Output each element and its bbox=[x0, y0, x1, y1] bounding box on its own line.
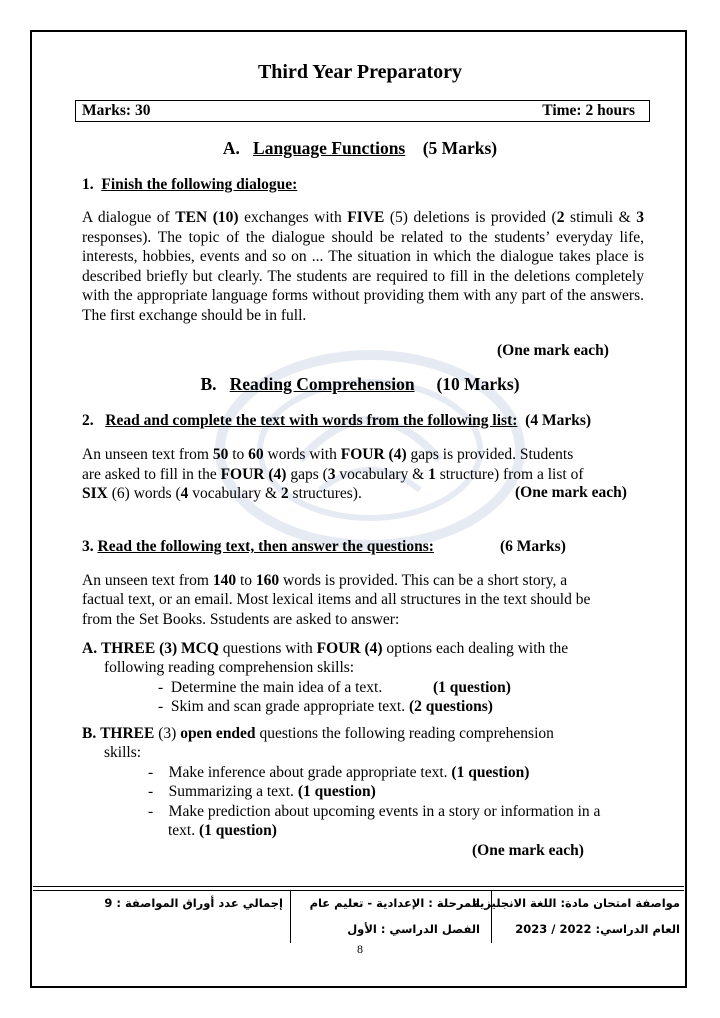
part-a-item: - Skim and scan grade appropriate text. (2 questions) bbox=[158, 698, 493, 715]
question-1-mark-note: (One mark each) bbox=[497, 342, 609, 359]
part-b-line-2: skills: bbox=[104, 744, 142, 761]
question-3-mark-note: (One mark each) bbox=[472, 842, 584, 859]
question-2-line-2: are asked to fill in the FOUR (4) gaps (3 vocabulary & 1 structure) from a list of bbox=[82, 466, 584, 483]
section-a-marks: (5 Marks) bbox=[422, 138, 498, 158]
question-1-number: 1. bbox=[82, 176, 94, 193]
part-b-item: - Make inference about grade appropriate text. (1 question) bbox=[148, 764, 530, 781]
footer-divider-left bbox=[290, 891, 291, 943]
page-title: Third Year Preparatory bbox=[257, 61, 463, 83]
question-1-title: Finish the following dialogue: bbox=[101, 176, 298, 193]
question-3-number: 3. bbox=[82, 538, 94, 555]
question-2-mark-note: (One mark each) bbox=[515, 484, 627, 501]
footer-spec: مواصفة امتحان مادة: اللغة الانجليزية bbox=[473, 896, 680, 910]
question-3-marks: (6 Marks) bbox=[500, 538, 566, 555]
total-marks: Marks: 30 bbox=[82, 102, 151, 119]
question-2-line-1: An unseen text from 50 to 60 words with FOUR (4) gaps is provided. Students bbox=[82, 446, 574, 463]
section-a-letter: A. bbox=[222, 138, 240, 158]
exam-time: Time: 2 hours bbox=[542, 102, 635, 119]
question-3-line-2: factual text, or an email. Most lexical items and all structures in the text should be bbox=[82, 591, 591, 608]
footer-year: العام الدراسي: 2022 / 2023 bbox=[515, 922, 680, 936]
section-b-letter: B. bbox=[200, 374, 217, 394]
question-2-line-3: SIX (6) words (4 vocabulary & 2 structures). bbox=[82, 485, 362, 502]
question-3-title: Read the following text, then answer the questions: bbox=[97, 538, 434, 555]
question-3-line-1: An unseen text from 140 to 160 words is provided. This can be a short story, a bbox=[82, 572, 568, 589]
question-1-description: A dialogue of TEN (10) exchanges with FIVE (5) deletions is provided (2 stimuli & 3 responses). The topic of the dialogue should be related to the students’ everyday life, interests, hobbies, events and so on ... The situation in which the dialogue takes place is described briefly but clearly. The students are required to fill in the deletions completely with the appropriate language forms without providing them with any part of the answers. The first exchange should be in full. bbox=[82, 209, 645, 324]
part-b-item: - Make prediction about upcoming events in a story or information in a bbox=[148, 803, 601, 820]
question-1-heading bbox=[82, 176, 297, 194]
part-a-item: - Determine the main idea of a text. bbox=[158, 679, 383, 696]
footer-rule-top-2 bbox=[33, 890, 684, 891]
section-a-heading bbox=[0, 138, 720, 159]
section-a-name: Language Functions bbox=[253, 138, 406, 158]
footer-rule-top bbox=[33, 886, 684, 887]
part-b-line-1: B. THREE (3) open ended questions the following reading comprehension bbox=[82, 725, 554, 742]
footer-stage: المرحلة : الإعدادية - تعليم عام bbox=[309, 896, 480, 910]
part-a-line-1: A. THREE (3) MCQ questions with FOUR (4) options each dealing with the bbox=[82, 640, 569, 657]
part-b-item: - Summarizing a text. (1 question) bbox=[148, 783, 376, 800]
question-2-heading bbox=[82, 412, 591, 430]
footer-total-pages: إجمالي عدد أوراق المواصفة : 9 bbox=[104, 896, 283, 910]
section-b-name: Reading Comprehension bbox=[229, 374, 415, 394]
question-3-heading bbox=[82, 538, 434, 556]
marks-time-box bbox=[75, 100, 650, 122]
section-b-marks: (10 Marks) bbox=[436, 374, 520, 394]
question-2-marks: (4 Marks) bbox=[525, 412, 592, 429]
part-a-line-2: following reading comprehension skills: bbox=[104, 659, 355, 676]
footer-term: الفصل الدراسي : الأول bbox=[347, 922, 480, 936]
question-3-line-3: from the Set Books. Sstudents are asked to answer: bbox=[82, 611, 400, 628]
section-b-heading bbox=[0, 374, 720, 395]
part-b-item-cont: text. (1 question) bbox=[168, 822, 277, 839]
question-2-title: Read and complete the text with words from the following list: bbox=[105, 412, 518, 429]
page-number: 8 bbox=[357, 942, 363, 956]
question-2-number: 2. bbox=[82, 412, 94, 429]
part-a-item-mark: (1 question) bbox=[433, 679, 511, 696]
